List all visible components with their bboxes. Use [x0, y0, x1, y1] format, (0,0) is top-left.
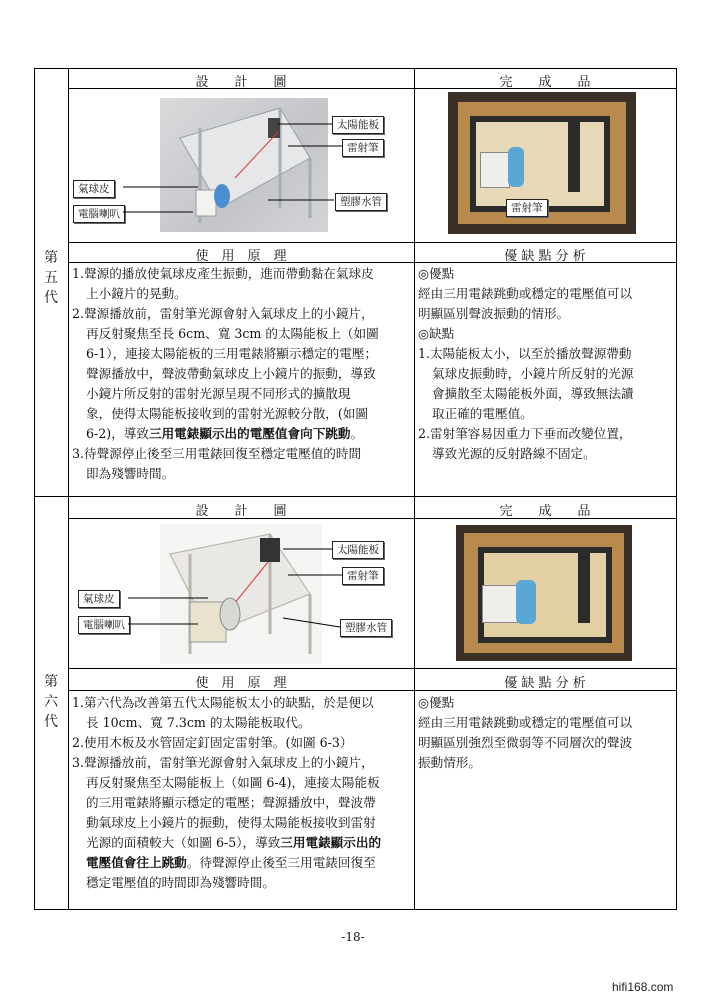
product-header-gen6: 完 成 品	[499, 504, 591, 519]
gen6-callout-arrows	[68, 518, 414, 668]
gen5-callout-arrows	[68, 88, 414, 242]
gen6-label-laser: 雷射筆	[342, 567, 384, 585]
analysis-header-gen5: 優 缺 點 分 析	[504, 249, 586, 264]
gen5-label-solar: 太陽能板	[332, 116, 384, 134]
gen6-label-pipe: 塑膠水管	[340, 619, 392, 637]
watermark: hifi168.com	[612, 980, 674, 994]
analysis-header-gen6: 優 缺 點 分 析	[504, 676, 586, 691]
gen6-label-solar: 太陽能板	[332, 541, 384, 559]
generation-5-label: 第五代	[44, 250, 58, 306]
product-header: 完 成 品	[499, 75, 591, 90]
gen6-analysis-text: ◎優點 經由三用電錶跳動或穩定的電壓值可以 明顯區別強烈至微弱等不同層次的聲波 振動情形。	[418, 695, 633, 770]
gen5-analysis-text: ◎優點 經由三用電錶跳動或穩定的電壓值可以 明顯區別聲波振動的情形。 ◎缺點 1.太陽能板太小，以至於播放聲源帶動 氣球皮振動時，小鏡片所反射的光源 會擴散至太陽能板外面，導致無法讀 取正確的電壓值。 2.雷射筆容易因重力下垂而改變位置， 導致光源的反射路線不固定。	[418, 266, 634, 461]
gen6-label-balloon: 氣球皮	[78, 590, 120, 608]
gen5-label-pipe: 塑膠水管	[335, 193, 387, 211]
gen5-label-laser: 雷射筆	[342, 139, 384, 157]
page-number: -18-	[341, 930, 365, 944]
design-header-gen6: 設 計 圖	[195, 504, 287, 519]
gen6-principle-text: 1.第六代為改善第五代太陽能板太小的缺點，於是便以 長 10cm、寬 7.3cm 的太陽能板取代。 2.使用木板及水管固定釘固定雷射筆。(如圖 6-3） 3.聲源播放前，雷射筆光源會射入氣球皮上的小鏡片， 再反射聚焦至太陽能板上（如圖 6-4)，連接太陽能板 的三用電錶將顯示穩定的電壓；聲源播放中，聲波帶 動氣球皮上小鏡片的振動，使得太陽能板接收到雷射 光源的面積較大（如圖 6-5），導致三用電錶顯示出的 電壓值會往上跳動。待聲源停止後至三用電錶回復至 穩定電壓值的時間即為殘響時間。	[72, 695, 382, 890]
gen5-label-balloon: 氣球皮	[73, 180, 115, 198]
gen5-product-photo	[448, 92, 636, 234]
gen5-photo-label-laser: 雷射筆	[506, 199, 548, 217]
gen6-product-photo	[456, 525, 632, 661]
design-header: 設 計 圖	[195, 75, 287, 90]
principle-header-gen5: 使 用 原 理	[195, 249, 287, 264]
generation-6-label: 第六代	[44, 674, 58, 730]
gen6-label-speaker: 電腦喇叭	[78, 616, 130, 634]
principle-header-gen6: 使 用 原 理	[195, 676, 287, 691]
gen5-label-speaker: 電腦喇叭	[73, 205, 125, 223]
gen5-principle-text: 1.聲源的播放使氣球皮產生振動，進而帶動黏在氣球皮 上小鏡片的晃動。 2.聲源播放前，雷射筆光源會射入氣球皮上的小鏡片， 再反射聚焦至長 6cm、寬 3cm 的太陽能板上（如圖 6-1），連接太陽能板的三用電錶將顯示穩定的電壓； 聲源播放中，聲波帶動氣球皮上小鏡片的振動，導致 小鏡片所反射的雷射光源呈現不同形式的擴散現 象，使得太陽能板接收到的雷射光源較分散，(如圖 6-2)，導致三用電錶顯示出的電壓值會向下跳動。 3.待聲源停止後至三用電錶回復至穩定電壓值的時間 即為殘響時間。	[72, 266, 379, 481]
